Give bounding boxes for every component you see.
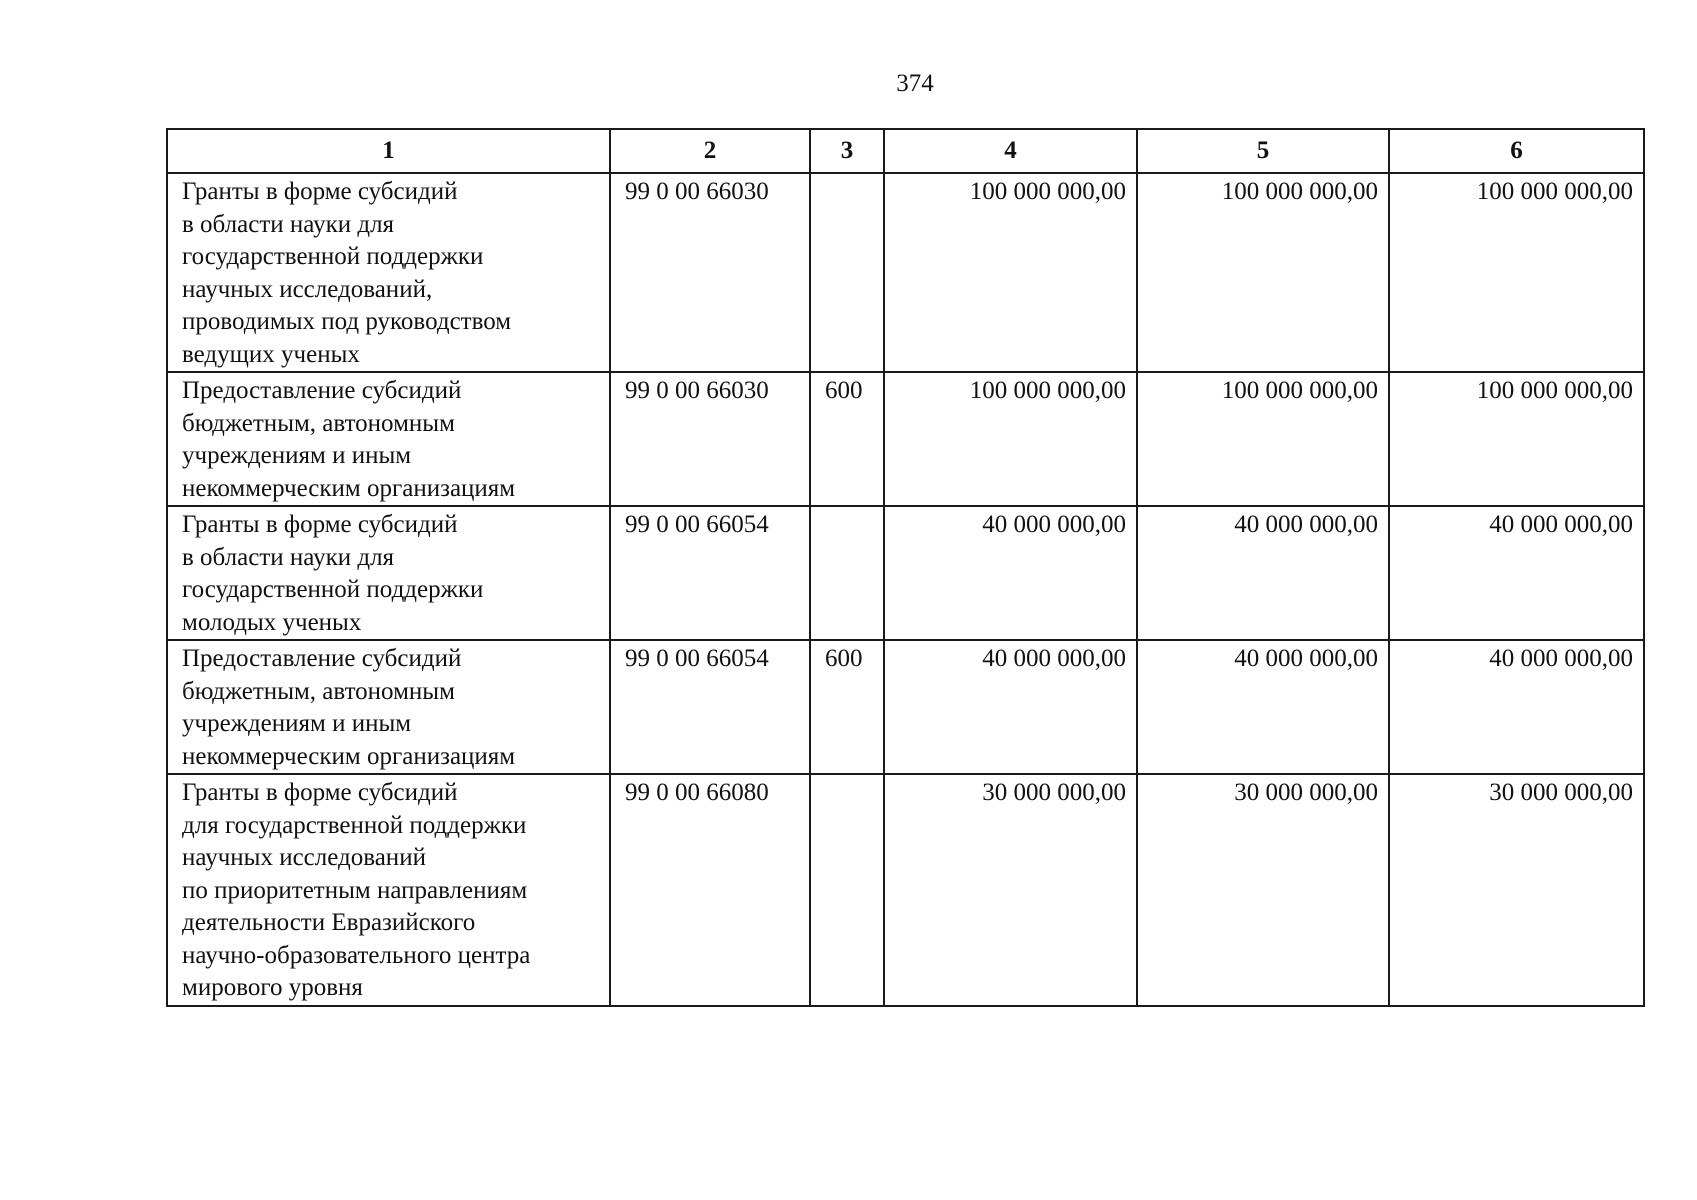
row-expense-type: 600 — [810, 640, 884, 774]
header-col-4: 4 — [884, 129, 1137, 173]
row-expense-type — [810, 774, 884, 1006]
row-name: Предоставление субсидий бюджетным, автономным учреждениям и иным некоммерческим организациям — [167, 640, 610, 774]
row-code: 99 0 00 66030 — [610, 372, 810, 506]
table-row — [167, 774, 1644, 1006]
row-code: 99 0 00 66080 — [610, 774, 810, 1006]
row-name: Гранты в форме субсидий для государственной поддержки научных исследований по приоритетным направлениям деятельности Евразийского научно-образовательного центра мирового уровня — [167, 774, 610, 1006]
table-row — [167, 506, 1644, 640]
row-code: 99 0 00 66054 — [610, 640, 810, 774]
row-value-col6: 40 000 000,00 — [1389, 506, 1644, 640]
row-value-col4: 30 000 000,00 — [884, 774, 1137, 1006]
table-row — [167, 173, 1644, 372]
row-value-col6: 30 000 000,00 — [1389, 774, 1644, 1006]
row-expense-type — [810, 173, 884, 372]
header-col-5: 5 — [1137, 129, 1389, 173]
header-col-2: 2 — [610, 129, 810, 173]
row-value-col4: 100 000 000,00 — [884, 372, 1137, 506]
header-col-6: 6 — [1389, 129, 1644, 173]
page-number: 374 — [896, 70, 934, 97]
table-row — [167, 640, 1644, 774]
row-code: 99 0 00 66030 — [610, 173, 810, 372]
row-value-col4: 40 000 000,00 — [884, 640, 1137, 774]
row-value-col4: 40 000 000,00 — [884, 506, 1137, 640]
row-value-col5: 100 000 000,00 — [1137, 372, 1389, 506]
budget-table — [166, 128, 1645, 1007]
row-name: Предоставление субсидий бюджетным, автономным учреждениям и иным некоммерческим организациям — [167, 372, 610, 506]
row-value-col5: 40 000 000,00 — [1137, 506, 1389, 640]
row-value-col4: 100 000 000,00 — [884, 173, 1137, 372]
row-value-col6: 100 000 000,00 — [1389, 173, 1644, 372]
row-code: 99 0 00 66054 — [610, 506, 810, 640]
row-value-col5: 100 000 000,00 — [1137, 173, 1389, 372]
row-value-col6: 100 000 000,00 — [1389, 372, 1644, 506]
row-value-col5: 30 000 000,00 — [1137, 774, 1389, 1006]
header-col-1: 1 — [167, 129, 610, 173]
row-value-col5: 40 000 000,00 — [1137, 640, 1389, 774]
header-col-3: 3 — [810, 129, 884, 173]
row-value-col6: 40 000 000,00 — [1389, 640, 1644, 774]
table-row — [167, 372, 1644, 506]
row-expense-type — [810, 506, 884, 640]
table-header-row — [167, 129, 1644, 173]
row-name: Гранты в форме субсидий в области науки для государственной поддержки молодых ученых — [167, 506, 610, 640]
row-name: Гранты в форме субсидий в области науки для государственной поддержки научных исследований, проводимых под руководством ведущих ученых — [167, 173, 610, 372]
row-expense-type: 600 — [810, 372, 884, 506]
